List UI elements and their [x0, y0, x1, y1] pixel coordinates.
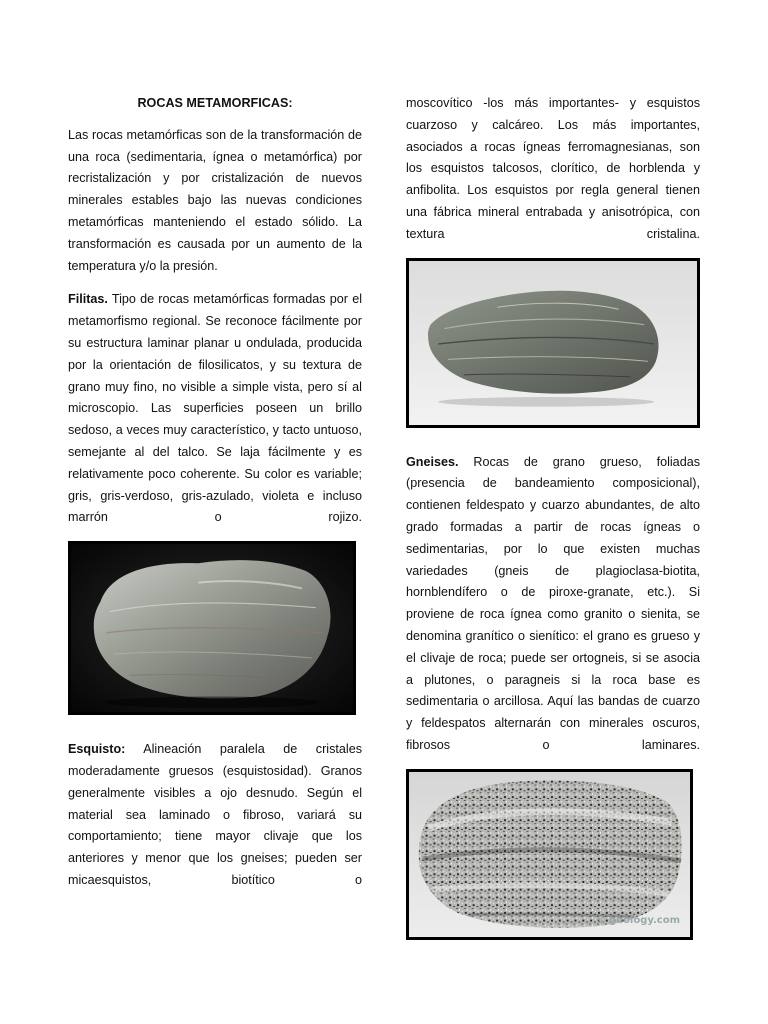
esquisto-rock-photo	[406, 258, 700, 428]
esquisto-paragraph	[68, 739, 362, 892]
right-column	[406, 93, 700, 940]
gneises-paragraph	[406, 452, 700, 757]
intro-text: Las rocas metamórficas son de la transformación de una roca (sedimentaria, ígnea o metamórfica) por recristalización y por cristalización de nuevos minerales estables bajo las nuevas condiciones metamórficas manteniendo el estado sólido. La transformación es causada por un aumento de la temperatura y/o la presión.	[68, 127, 362, 273]
filitas-paragraph	[68, 289, 362, 529]
intro-paragraph	[68, 125, 362, 278]
gneis-photo-watermark: © geology.com	[595, 914, 680, 926]
esquisto-term: Esquisto:	[68, 742, 126, 757]
left-column	[68, 93, 362, 904]
gneises-text: Rocas de grano grueso, foliadas (presencia de bandeamiento composicional), contienen feldespato y cuarzo abundantes, de alto grado formadas a partir de rocas ígneas o sedimentarias, por lo que existen muchas variedades (gneis de plagioclasa-biotita, hornblendífero o de piroxe-granate, etc.). Si proviene de roca ígnea como granito o sienita, se denomina granítico o sienítico: el grano es grueso y el clivaje de roca; puede ser ortogneis, si se asocia a plutones, o paragneis si la roca base es sedimentaria o arcillosa. Aquí las bandas de cuarzo y feldespatos alternarán con minerales oscuros, fibrosos o laminares.	[406, 454, 700, 752]
esquisto-continuation-paragraph	[406, 93, 700, 246]
filitas-text: Tipo de rocas metamórficas formadas por el metamorfismo regional. Se reconoce fácilmente por su estructura laminar planar u ondulada, producida por la orientación de filosilicatos, y su textura de grano muy fino, no visible a simple vista, pero sí al microscopio. Las superficies poseen un brillo sedoso, a veces muy característico, y tacto untuoso, semejante al del talco. Se laja fácilmente y es relativamente poco coherente. Su color es variable; gris, gris-verdoso, gris-azulado, violeta e incluso marrón o rojizo.	[68, 292, 362, 525]
filitas-term: Filitas.	[68, 292, 108, 307]
gneises-term: Gneises.	[406, 454, 459, 469]
esquisto-continuation-text: moscovítico -los más importantes- y esquistos cuarzoso y calcáreo. Los más importantes, asociados a rocas ígneas ferromagnesianas, son los esquistos talcosos, clorítico, de horblenda y anfibolita. Los esquistos por regla general tienen una fábrica mineral entrabada y anisotrópica, con textura cristalina.	[406, 96, 700, 241]
esquisto-text: Alineación paralela de cristales moderadamente gruesos (esquistosidad). Granos generalmente visibles a ojo desnudo. Según el material sea laminado o fibroso, variará su comportamiento; tiene mayor clivaje que los anteriores y menor que los gneises; pueden ser micaesquistos, biotítico o	[68, 742, 362, 887]
filita-rock-photo	[68, 541, 356, 715]
gneis-rock-photo	[406, 769, 693, 940]
document-title: ROCAS METAMORFICAS:	[137, 96, 293, 110]
